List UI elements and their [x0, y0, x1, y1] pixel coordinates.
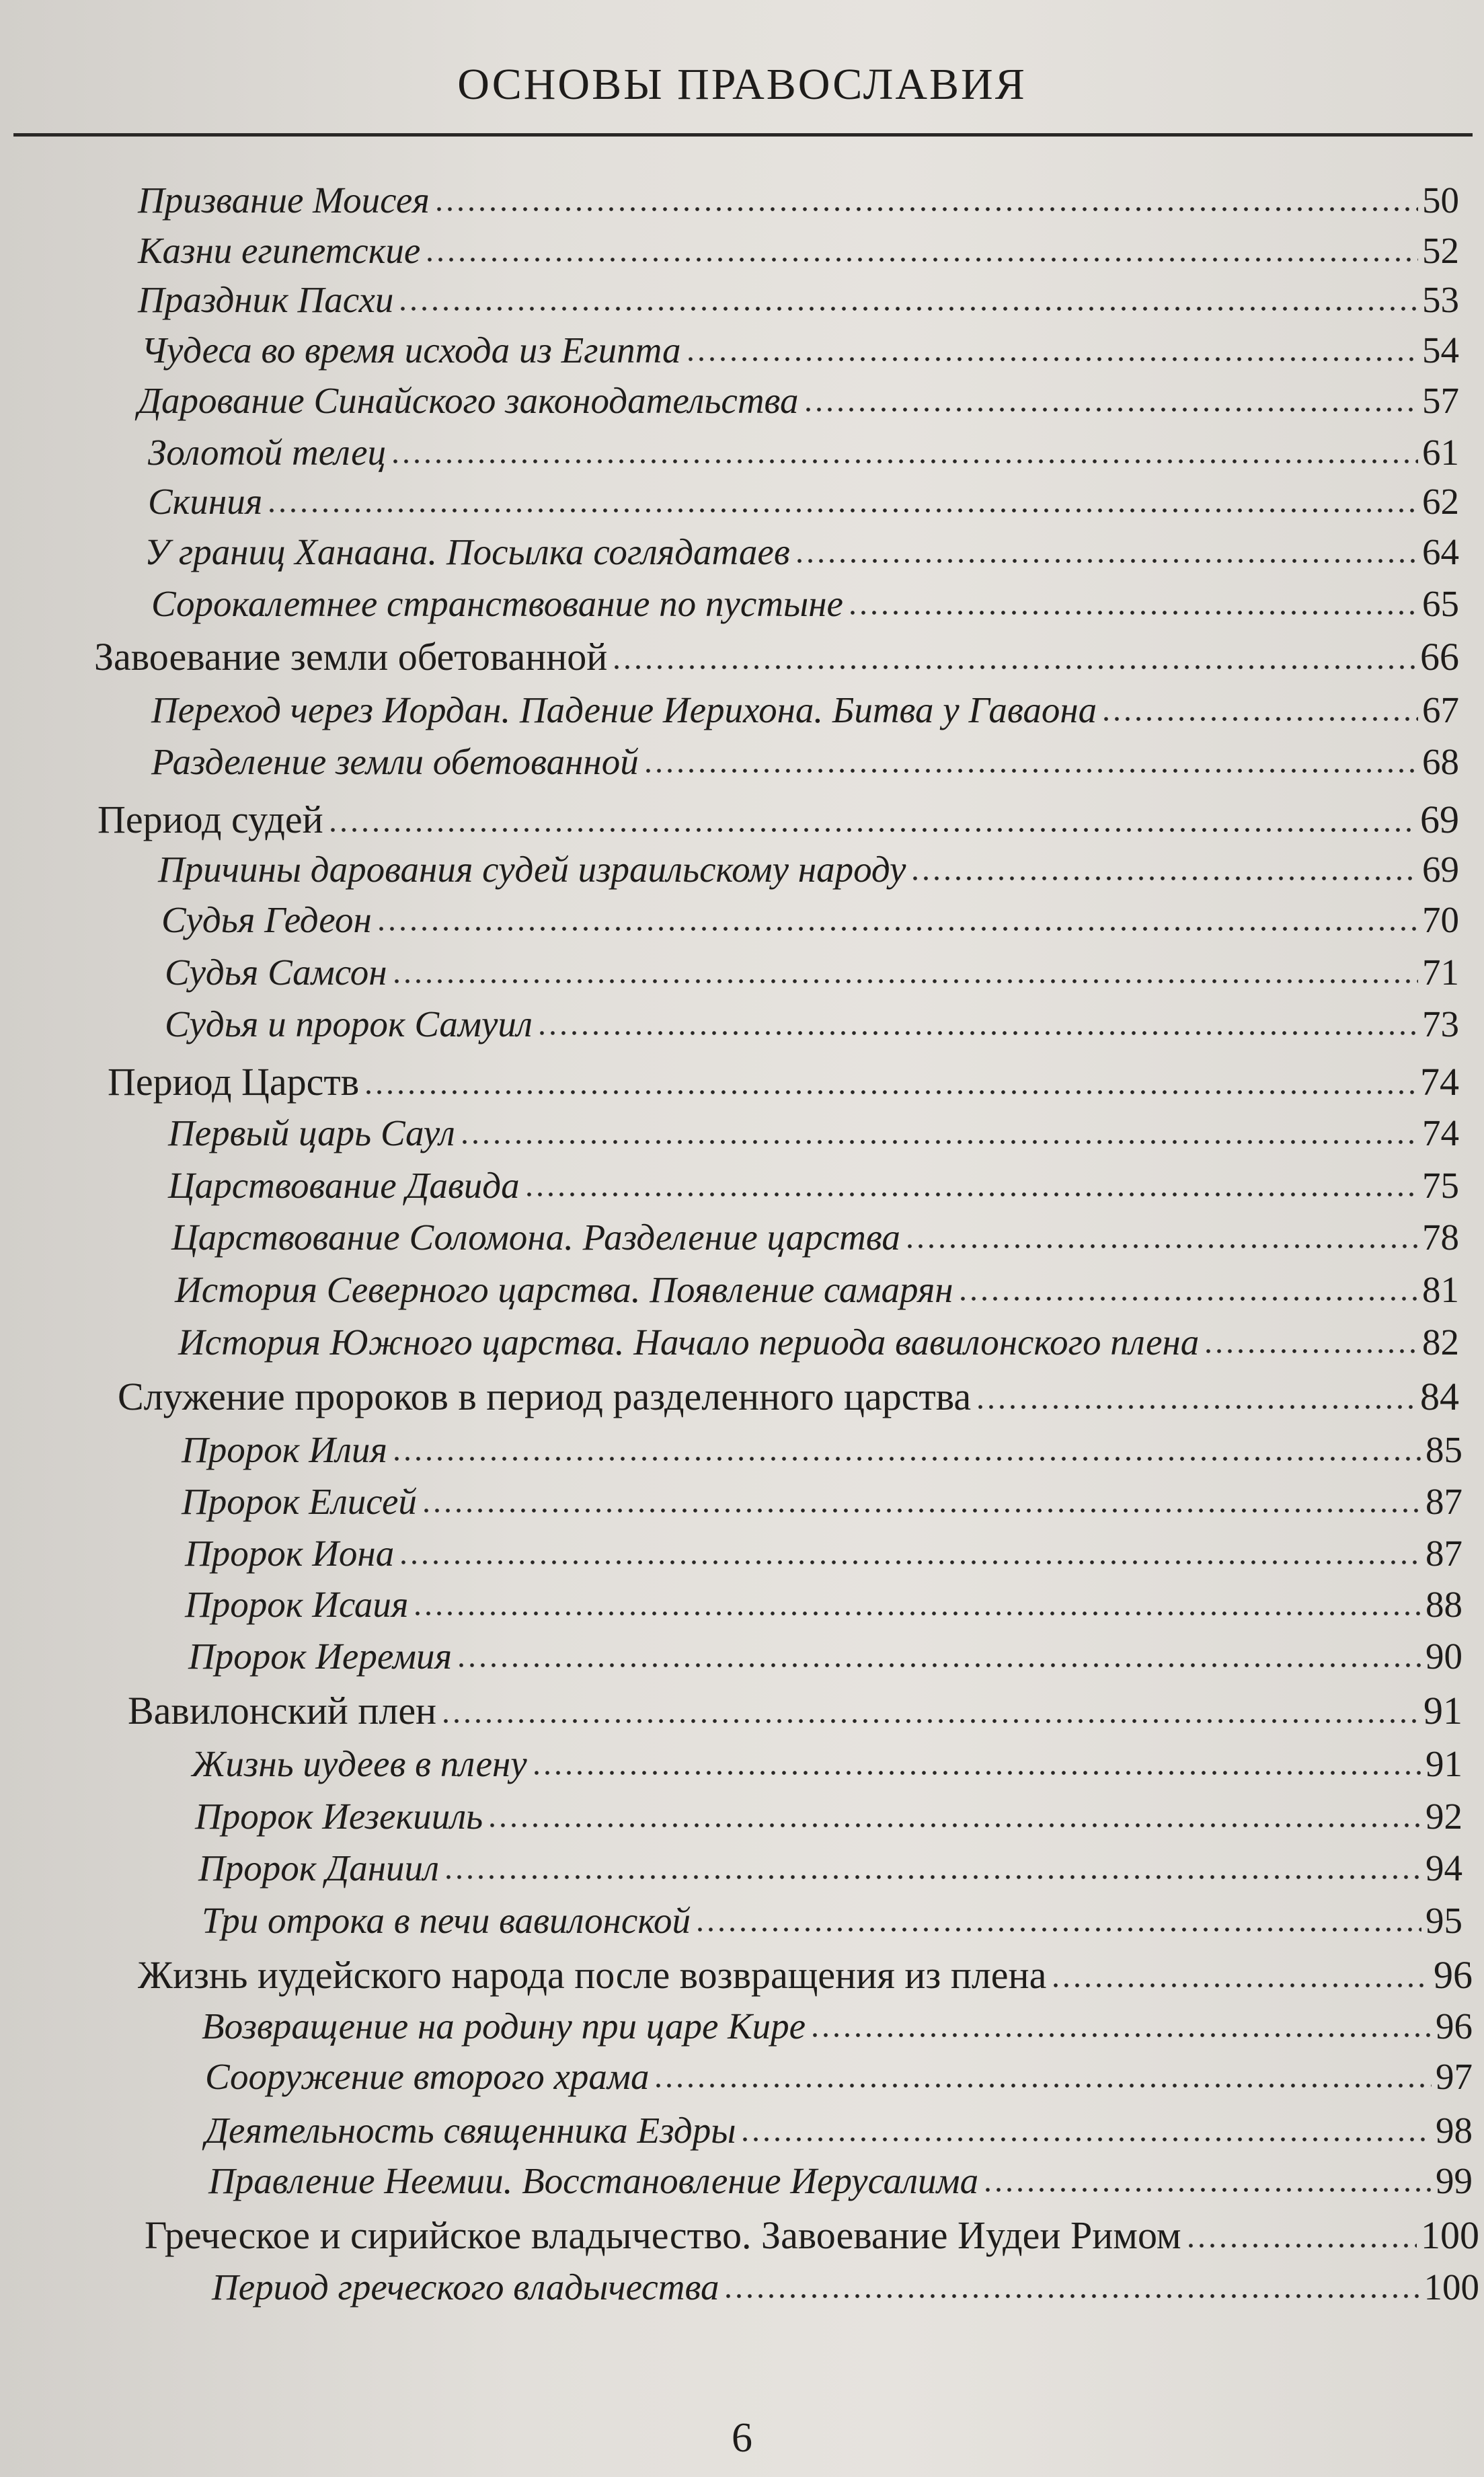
dot-leader — [695, 1927, 1421, 1932]
toc-entry-title: Пророк Елисей — [182, 1481, 417, 1522]
toc-entry-title: Пророк Даниил — [198, 1847, 439, 1889]
toc-subsection-entry — [161, 901, 1459, 938]
dot-leader — [390, 459, 1418, 464]
toc-entry-page-number: 87 — [1426, 1533, 1462, 1574]
toc-entry-page-number: 64 — [1422, 531, 1459, 572]
toc-entry-title: Пророк Иона — [185, 1533, 395, 1574]
toc-entry-page-number: 84 — [1420, 1375, 1459, 1418]
dot-leader — [794, 558, 1418, 564]
dot-leader — [1050, 1983, 1430, 1988]
toc-entry-page-number: 97 — [1436, 2056, 1473, 2097]
toc-entry-title: Праздник Пасхи — [138, 279, 394, 320]
toc-subsection-entry — [202, 2008, 1473, 2045]
toc-subsection-entry — [145, 533, 1459, 570]
toc-entry-title: Судья Гедеон — [161, 899, 372, 940]
toc-subsection-entry — [202, 1902, 1462, 1939]
toc-section-entry — [145, 2213, 1479, 2257]
toc-subsection-entry — [182, 1431, 1462, 1468]
dot-leader — [1203, 1348, 1418, 1354]
toc-entry-page-number: 91 — [1423, 1689, 1462, 1732]
toc-entry-title: Чудеса во время исхода из Египта — [141, 330, 681, 371]
toc-entry-title: Вавилонский плен — [128, 1689, 437, 1732]
toc-subsection-entry — [212, 2266, 1479, 2308]
toc-section-entry — [97, 800, 1459, 839]
toc-subsection-entry — [192, 1745, 1462, 1782]
dot-leader — [643, 768, 1418, 773]
toc-entry-title: Деятельность священника Ездры — [205, 2110, 736, 2151]
toc-entry-title: Возвращение на родину при царе Кире — [202, 2006, 806, 2047]
toc-entry-page-number: 53 — [1422, 279, 1459, 320]
toc-subsection-entry — [141, 332, 1459, 369]
toc-entry-page-number: 69 — [1422, 849, 1459, 890]
toc-entry-title: Период Царств — [108, 1060, 360, 1104]
toc-subsection-entry — [182, 1483, 1462, 1520]
dot-leader — [975, 1404, 1416, 1410]
toc-subsection-entry — [198, 1847, 1462, 1889]
toc-entry-title: Пророк Иезекииль — [195, 1796, 483, 1837]
toc-entry-title: Причины дарования судей израильскому народу — [158, 849, 906, 890]
toc-subsection-entry — [158, 851, 1459, 888]
toc-entry-title: Завоевание земли обетованной — [94, 635, 608, 679]
toc-entry-title: Переход через Иордан. Падение Иерихона. Битва у Гаваона — [151, 689, 1097, 730]
toc-entry-title: Дарование Синайского законодательства — [138, 380, 799, 421]
toc-entry-title: Судья и пророк Самуил — [165, 1003, 533, 1044]
toc-entry-page-number: 67 — [1422, 689, 1459, 730]
dot-leader — [723, 2293, 1419, 2299]
toc-section-entry — [138, 1953, 1473, 1997]
toc-entry-page-number: 98 — [1436, 2110, 1473, 2151]
dot-leader — [537, 1030, 1418, 1036]
toc-entry-title: Греческое и сирийское владычество. Завоевание Иудеи Римом — [145, 2213, 1181, 2257]
dot-leader — [376, 926, 1418, 931]
toc-entry-page-number: 96 — [1434, 1953, 1473, 1997]
dot-leader — [363, 1090, 1416, 1095]
toc-entry-page-number: 82 — [1422, 1322, 1459, 1363]
running-header: ОСНОВЫ ПРАВОСЛАВИЯ — [457, 60, 1027, 109]
toc-section-entry — [94, 635, 1459, 679]
toc-entry-title: Казни египетские — [138, 230, 421, 271]
dot-leader — [1101, 716, 1418, 722]
dot-leader — [982, 2187, 1432, 2193]
toc-entry-page-number: 94 — [1426, 1847, 1462, 1889]
dot-leader — [412, 1611, 1421, 1616]
toc-entry-title: Жизнь иудейского народа после возвращения из плена — [138, 1953, 1047, 1997]
toc-entry-title: Пророк Иеремия — [188, 1636, 453, 1677]
dot-leader — [391, 1456, 1421, 1461]
toc-entry-page-number: 50 — [1422, 180, 1459, 221]
toc-section-entry — [118, 1377, 1459, 1416]
toc-subsection-entry — [151, 691, 1459, 728]
toc-entry-page-number: 99 — [1436, 2160, 1473, 2201]
toc-subsection-entry — [165, 954, 1459, 991]
toc-section-entry — [108, 1060, 1459, 1104]
toc-entry-title: Служение пророков в период разделенного царства — [118, 1375, 972, 1418]
toc-subsection-entry — [188, 1638, 1462, 1675]
dot-leader — [398, 1560, 1421, 1565]
toc-entry-page-number: 92 — [1426, 1796, 1462, 1837]
toc-entry-page-number: 54 — [1422, 330, 1459, 371]
toc-entry-page-number: 70 — [1422, 899, 1459, 940]
toc-entry-page-number: 78 — [1422, 1217, 1459, 1258]
toc-entry-title: Судья Самсон — [165, 952, 387, 993]
toc-entry-page-number: 74 — [1422, 1112, 1459, 1153]
dot-leader — [440, 1718, 1419, 1724]
toc-subsection-entry — [165, 1005, 1459, 1042]
toc-entry-page-number: 57 — [1422, 380, 1459, 421]
toc-entry-page-number: 100 — [1421, 2213, 1479, 2257]
toc-entry-title: Золотой телец — [148, 432, 387, 473]
toc-subsection-entry — [185, 1535, 1462, 1572]
dot-leader — [653, 2083, 1432, 2088]
page-number: 6 — [732, 2415, 752, 2461]
toc-entry-title: Сооружение второго храма — [205, 2056, 650, 2097]
dot-leader — [531, 1770, 1421, 1776]
dot-leader — [524, 1192, 1418, 1197]
toc-entry-page-number: 62 — [1422, 481, 1459, 522]
dot-leader — [456, 1663, 1421, 1668]
toc-entry-page-number: 85 — [1426, 1429, 1462, 1470]
toc-entry-page-number: 91 — [1426, 1743, 1462, 1784]
dot-leader — [434, 206, 1418, 212]
toc-subsection-entry — [148, 483, 1459, 520]
toc-entry-page-number: 73 — [1422, 1003, 1459, 1044]
toc-entry-title: История Северного царства. Появление самарян — [175, 1269, 953, 1310]
header-rule — [13, 133, 1473, 137]
toc-entry-page-number: 71 — [1422, 952, 1459, 993]
dot-leader — [685, 356, 1418, 362]
toc-entry-page-number: 69 — [1420, 798, 1459, 841]
toc-subsection-entry — [171, 1219, 1459, 1256]
toc-entry-title: Царствование Соломона. Разделение царства — [171, 1217, 900, 1258]
toc-subsection-entry — [208, 2162, 1473, 2199]
dot-leader — [1185, 2243, 1417, 2248]
dot-leader — [487, 1823, 1421, 1828]
toc-subsection-entry — [138, 382, 1459, 419]
toc-subsection-entry — [185, 1586, 1462, 1623]
toc-entry-page-number: 100 — [1423, 2266, 1479, 2308]
toc-entry-page-number: 95 — [1426, 1900, 1462, 1941]
toc-section-entry — [128, 1691, 1462, 1730]
toc-entry-title: Сорокалетнее странствование по пустыне — [151, 583, 843, 624]
toc-entry-title: Три отрока в печи вавилонской — [202, 1900, 691, 1941]
toc-subsection-entry — [195, 1798, 1462, 1835]
toc-entry-title: Разделение земли обетованной — [151, 741, 639, 782]
toc-entry-page-number: 75 — [1422, 1165, 1459, 1206]
toc-entry-title: Призвание Моисея — [138, 180, 430, 221]
toc-subsection-entry — [151, 743, 1459, 780]
toc-subsection-entry — [175, 1271, 1459, 1308]
toc-entry-page-number: 81 — [1422, 1269, 1459, 1310]
toc-entry-title: Скиния — [148, 481, 263, 522]
dot-leader — [740, 2137, 1432, 2142]
toc-subsection-entry — [178, 1324, 1459, 1361]
dot-leader — [391, 979, 1418, 984]
toc-entry-title: Период судей — [97, 798, 323, 841]
toc-subsection-entry — [151, 585, 1459, 622]
toc-entry-page-number: 66 — [1420, 635, 1459, 679]
toc-entry-title: Период греческого владычества — [212, 2266, 719, 2308]
toc-entry-page-number: 68 — [1422, 741, 1459, 782]
dot-leader — [421, 1508, 1421, 1513]
toc-subsection-entry — [168, 1167, 1459, 1204]
toc-entry-page-number: 90 — [1426, 1636, 1462, 1677]
toc-subsection-entry — [138, 232, 1459, 269]
toc-entry-title: Правление Неемии. Восстановление Иерусалима — [208, 2160, 979, 2201]
toc-entry-page-number: 52 — [1422, 230, 1459, 271]
dot-leader — [424, 257, 1418, 262]
dot-leader — [459, 1139, 1418, 1145]
dot-leader — [611, 664, 1416, 670]
toc-entry-page-number: 87 — [1426, 1481, 1462, 1522]
toc-subsection-entry — [148, 434, 1459, 471]
toc-entry-title: Пророк Исаия — [185, 1584, 409, 1625]
dot-leader — [958, 1296, 1418, 1301]
dot-leader — [327, 827, 1416, 833]
toc-entry-title: Первый царь Саул — [168, 1112, 455, 1153]
dot-leader — [847, 610, 1418, 615]
toc-subsection-entry — [138, 182, 1459, 219]
toc-subsection-entry — [168, 1114, 1459, 1151]
toc-subsection-entry — [205, 2112, 1473, 2149]
toc-entry-page-number: 65 — [1422, 583, 1459, 624]
toc-entry-page-number: 74 — [1420, 1060, 1459, 1104]
toc-entry-page-number: 96 — [1436, 2006, 1473, 2047]
dot-leader — [904, 1244, 1418, 1249]
toc-entry-page-number: 88 — [1426, 1584, 1462, 1625]
dot-leader — [266, 508, 1418, 513]
toc-entry-title: История Южного царства. Начало периода вавилонского плена — [178, 1322, 1200, 1363]
dot-leader — [810, 2032, 1432, 2038]
toc-subsection-entry — [205, 2058, 1473, 2095]
dot-leader — [397, 306, 1418, 311]
toc-entry-title: Жизнь иудеев в плену — [192, 1743, 527, 1784]
toc-subsection-entry — [138, 281, 1459, 318]
dot-leader — [910, 876, 1418, 881]
toc-entry-title: Царствование Давида — [168, 1165, 520, 1206]
toc-entry-title: У границ Ханаана. Посылка соглядатаев — [145, 531, 790, 572]
dot-leader — [443, 1874, 1421, 1880]
toc-entry-title: Пророк Илия — [182, 1429, 387, 1470]
toc-entry-page-number: 61 — [1422, 432, 1459, 473]
dot-leader — [803, 407, 1418, 412]
